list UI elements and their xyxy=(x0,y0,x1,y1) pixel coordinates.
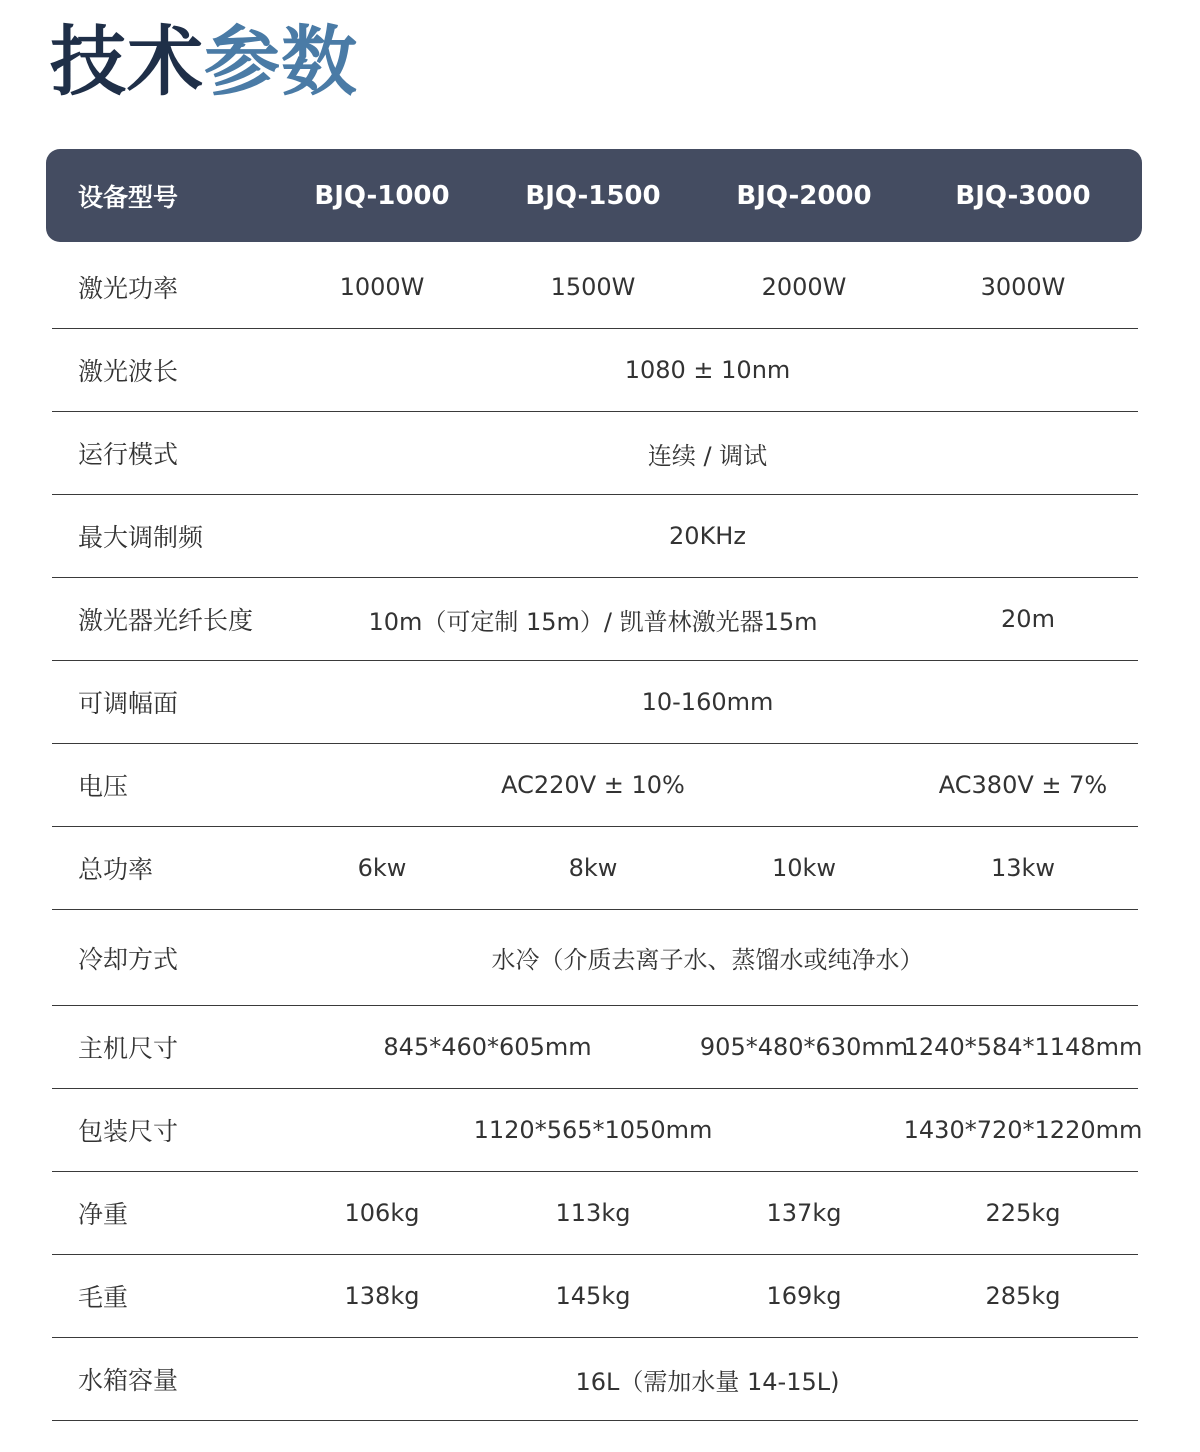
table-row-wavelength xyxy=(52,329,1138,412)
spec-table-header xyxy=(46,149,1142,242)
row-label: 激光功率 xyxy=(78,274,179,303)
cell-all-models: 20KHz xyxy=(669,522,746,550)
row-label: 包装尺寸 xyxy=(78,1117,179,1146)
cell-model-2: 8kw xyxy=(568,854,618,882)
table-row-package-size xyxy=(52,1089,1143,1172)
table-row-fiber-length xyxy=(52,578,1138,661)
cell-model-4: 285kg xyxy=(985,1282,1061,1310)
cell-models-1-2: 845*460*605mm xyxy=(383,1033,592,1061)
cell-model-1: 6kw xyxy=(357,854,407,882)
table-row-total-power xyxy=(52,827,1138,910)
cell-models-1-3: AC220V ± 10% xyxy=(501,771,685,799)
title-part-accent: 参数 xyxy=(204,17,358,106)
title-part-dark: 技术 xyxy=(50,17,204,106)
cell-model-3: 10kw xyxy=(771,854,837,882)
cell-all-models: 16L（需加水量 14-15L) xyxy=(575,1367,840,1396)
header-model-1: BJQ-1000 xyxy=(314,180,450,211)
cell-models-1-3: 1120*565*1050mm xyxy=(473,1116,713,1144)
row-label: 激光器光纤长度 xyxy=(78,606,254,635)
header-model-4: BJQ-3000 xyxy=(955,180,1091,211)
cell-model-3: 137kg xyxy=(766,1199,842,1227)
table-row-gross-weight xyxy=(52,1255,1138,1338)
cell-all-models: 10-160mm xyxy=(641,688,774,716)
row-label: 运行模式 xyxy=(78,440,179,469)
row-label: 水箱容量 xyxy=(78,1366,179,1395)
row-label: 冷却方式 xyxy=(78,944,179,974)
page-title xyxy=(50,12,358,112)
table-row-cooling xyxy=(52,910,1138,1006)
cell-model-2: 113kg xyxy=(555,1199,631,1227)
cell-model-1: 106kg xyxy=(344,1199,420,1227)
table-row-net-weight xyxy=(52,1172,1138,1255)
row-label: 毛重 xyxy=(78,1283,129,1312)
row-label: 可调幅面 xyxy=(78,689,179,718)
table-row-tank-capacity xyxy=(52,1338,1138,1421)
cell-all-models: 1080 ± 10nm xyxy=(624,356,791,384)
table-row-modulation xyxy=(52,495,1138,578)
row-label: 电压 xyxy=(78,772,129,801)
cell-model-4: 20m xyxy=(1001,605,1055,633)
cell-model-4: 225kg xyxy=(985,1199,1061,1227)
cell-model-2: 145kg xyxy=(555,1282,631,1310)
header-model-3: BJQ-2000 xyxy=(736,180,872,211)
table-row-laser-power xyxy=(52,246,1138,329)
cell-model-4: 3000W xyxy=(980,273,1066,301)
row-label: 主机尺寸 xyxy=(78,1034,179,1063)
cell-all-models: 连续 / 调试 xyxy=(647,441,768,470)
row-label: 净重 xyxy=(78,1200,129,1229)
cell-model-4: 13kw xyxy=(990,854,1056,882)
row-label: 激光波长 xyxy=(78,357,179,386)
cell-all-models: 水冷（介质去离子水、蒸馏水或纯净水） xyxy=(491,946,924,974)
cell-model-3: 169kg xyxy=(766,1282,842,1310)
cell-model-3: 905*480*630mm xyxy=(699,1033,909,1061)
row-label: 最大调制频 xyxy=(78,523,204,552)
table-row-adjustable-width xyxy=(52,661,1138,744)
header-label: 设备型号 xyxy=(78,182,179,212)
cell-model-2: 1500W xyxy=(550,273,636,301)
table-row-voltage xyxy=(52,744,1138,827)
table-row-mode xyxy=(52,412,1138,495)
cell-model-1: 1000W xyxy=(339,273,425,301)
table-row-host-size xyxy=(52,1006,1143,1089)
cell-model-3: 2000W xyxy=(761,273,847,301)
cell-model-4: 1430*720*1220mm xyxy=(903,1116,1143,1144)
cell-models-1-3: 10m（可定制 15m）/ 凯普林激光器15m xyxy=(368,607,818,636)
cell-model-1: 138kg xyxy=(344,1282,420,1310)
cell-model-4: 1240*584*1148mm xyxy=(903,1033,1143,1061)
header-model-2: BJQ-1500 xyxy=(525,180,661,211)
cell-model-4: AC380V ± 7% xyxy=(938,771,1108,799)
row-label: 总功率 xyxy=(78,855,154,884)
